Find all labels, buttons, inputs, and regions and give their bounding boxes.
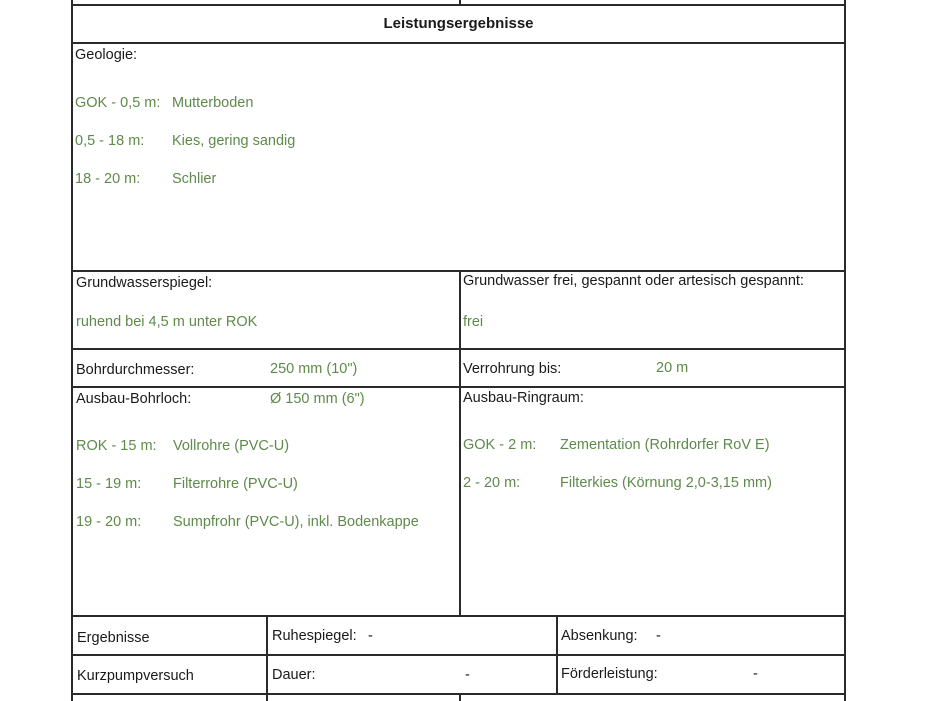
dauer-label: Dauer: xyxy=(272,667,316,683)
geologie-desc: Kies, gering sandig xyxy=(172,133,296,149)
geologie-label: Geologie: xyxy=(75,47,138,63)
foerderleistung-value: - xyxy=(753,666,758,682)
kurzpumpversuch-label: Kurzpumpversuch xyxy=(77,668,194,684)
ergebnisse-label: Ergebnisse xyxy=(77,630,150,646)
bohrloch-desc: Filterrohre (PVC-U) xyxy=(173,476,298,492)
bohrdurchmesser-label: Bohrdurchmesser: xyxy=(76,362,195,378)
section-title: Leistungsergebnisse xyxy=(383,15,534,32)
geologie-desc: Mutterboden xyxy=(172,95,254,111)
ringraum-range: 2 - 20 m: xyxy=(463,475,521,491)
grundwasser-art-label: Grundwasser frei, gespannt oder artesisch gespannt: xyxy=(463,273,804,289)
ausbau-ringraum-label: Ausbau-Ringraum: xyxy=(463,390,584,406)
geologie-range: 0,5 - 18 m: xyxy=(75,133,145,149)
ergebnisse-col1-divider xyxy=(266,615,268,701)
verrohrung-value: 20 m xyxy=(656,360,689,376)
bohrloch-range: 19 - 20 m: xyxy=(76,514,142,530)
bohrloch-desc: Vollrohre (PVC-U) xyxy=(173,438,290,454)
header-divider xyxy=(72,42,845,44)
bohrloch-range: 15 - 19 m: xyxy=(76,476,142,492)
absenkung-value: - xyxy=(656,628,661,644)
ausbau-bohrloch-label: Ausbau-Bohrloch: xyxy=(76,391,192,407)
geologie-desc: Schlier xyxy=(172,171,217,187)
dauer-value: - xyxy=(465,667,470,683)
geologie-range: 18 - 20 m: xyxy=(75,171,141,187)
foerderleistung-label: Förderleistung: xyxy=(561,666,658,682)
bohrdurchmesser-value: 250 mm (10") xyxy=(270,361,358,377)
grundwasserspiegel-value: ruhend bei 4,5 m unter ROK xyxy=(76,314,258,330)
table-right-border xyxy=(844,0,846,701)
ringraum-desc: Zementation (Rohrdorfer RoV E) xyxy=(560,437,770,453)
bohrloch-range: ROK - 15 m: xyxy=(76,438,157,454)
ruhespiegel-value: - xyxy=(368,628,373,644)
ringraum-desc: Filterkies (Körnung 2,0-3,15 mm) xyxy=(560,475,772,491)
table-left-border xyxy=(71,0,73,701)
grundwasser-art-value: frei xyxy=(463,314,484,330)
bohrloch-desc: Sumpfrohr (PVC-U), inkl. Bodenkappe xyxy=(173,514,419,530)
ringraum-range: GOK - 2 m: xyxy=(463,437,537,453)
absenkung-label: Absenkung: xyxy=(561,628,638,644)
verrohrung-label: Verrohrung bis: xyxy=(463,361,562,377)
top-column-divider xyxy=(459,0,461,5)
ruhespiegel-label: Ruhespiegel: xyxy=(272,628,357,644)
ausbau-bohrloch-diameter: Ø 150 mm (6") xyxy=(270,391,365,407)
grundwasserspiegel-label: Grundwasserspiegel: xyxy=(76,275,213,291)
ergebnisse-col2-divider xyxy=(556,615,558,694)
middle-column-divider xyxy=(459,270,461,616)
geologie-range: GOK - 0,5 m: xyxy=(75,95,161,111)
bottom-column-divider xyxy=(459,693,461,701)
ergebnisse-row-divider xyxy=(72,654,845,656)
